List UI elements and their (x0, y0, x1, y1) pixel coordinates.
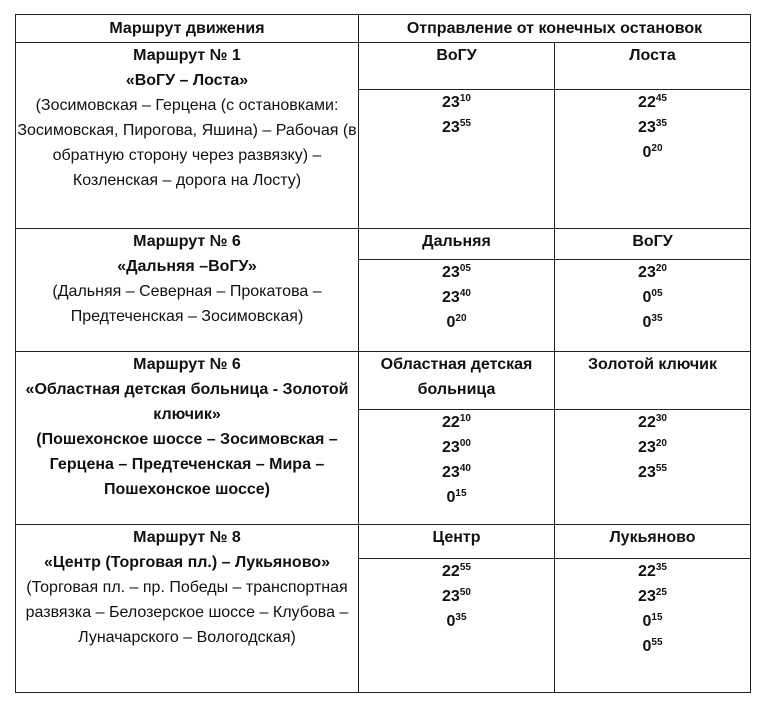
departure-time (555, 609, 750, 634)
departure-time (555, 115, 750, 140)
departure-minute: 20 (651, 143, 663, 155)
route-streets: (Торговая пл. – пр. Победы – транспортная развязка – Белозерское шоссе – Клубова – Луначарского – Вологодская) (25, 579, 349, 646)
route-name: «Центр (Торговая пл.) – Лукьяново» (44, 554, 330, 571)
departure-hour: 22 (442, 563, 460, 581)
departure-minute: 10 (459, 93, 471, 105)
departure-time (359, 90, 554, 115)
terminal-stop-name: Лоста (555, 43, 751, 90)
departure-hour: 0 (642, 144, 652, 162)
departure-minute: 25 (655, 587, 667, 599)
departure-minute: 55 (459, 118, 471, 130)
departure-times-cell (359, 559, 555, 693)
departure-times-cell (555, 260, 751, 352)
terminal-stop-name: Лукьяново (555, 525, 751, 559)
departure-time (555, 634, 750, 659)
departure-minute: 35 (651, 313, 663, 325)
route-row (16, 43, 751, 90)
terminal-stop-name: Центр (359, 525, 555, 559)
departure-times-cell (555, 410, 751, 525)
route-name: «Дальняя –ВоГУ» (117, 258, 257, 275)
departure-minute: 15 (455, 488, 467, 500)
route-column-header: Маршрут движения (16, 15, 359, 43)
departure-minute: 20 (655, 263, 667, 275)
departure-minute: 05 (459, 263, 471, 275)
departure-minute: 55 (655, 463, 667, 475)
departure-time (359, 310, 554, 335)
departure-time (359, 115, 554, 140)
terminal-stop-name: Золотой ключик (555, 352, 751, 410)
departure-times-cell (359, 260, 555, 352)
departure-hour: 23 (442, 264, 460, 282)
departure-hour: 22 (442, 414, 460, 432)
departure-minute: 50 (459, 587, 471, 599)
departure-minute: 40 (459, 463, 471, 475)
departure-time (359, 485, 554, 510)
departure-times-cell (359, 410, 555, 525)
route-row (16, 352, 751, 410)
departure-time (359, 609, 554, 634)
departure-hour: 22 (638, 414, 656, 432)
terminal-stop-name: Областная детская больница (359, 352, 555, 410)
departure-hour: 23 (442, 464, 460, 482)
departure-hour: 23 (442, 588, 460, 606)
departure-minute: 15 (651, 612, 663, 624)
departure-hour: 0 (642, 314, 652, 332)
departure-time (555, 285, 750, 310)
departure-minute: 45 (655, 93, 667, 105)
departure-hour: 23 (442, 439, 460, 457)
departure-hour: 23 (638, 264, 656, 282)
route-number: Маршрут № 8 (133, 529, 241, 546)
departure-hour: 23 (638, 119, 656, 137)
schedule-body (16, 43, 751, 693)
route-name: «Областная детская больница - Золотой ключик» (25, 381, 349, 423)
departure-time (555, 90, 750, 115)
route-number: Маршрут № 1 (133, 47, 241, 64)
departure-time (359, 460, 554, 485)
departure-hour: 23 (442, 94, 460, 112)
departure-hour: 0 (446, 314, 456, 332)
departure-hour: 23 (442, 289, 460, 307)
departure-minute: 35 (455, 612, 467, 624)
departure-minute: 35 (655, 562, 667, 574)
departure-times-cell (555, 90, 751, 229)
departure-time (555, 559, 750, 584)
departure-minute: 35 (655, 118, 667, 130)
night-bus-schedule-table (15, 14, 751, 693)
route-name: «ВоГУ – Лоста» (125, 72, 249, 89)
departure-time (359, 559, 554, 584)
route-streets: (Зосимовская – Герцена (с остановками: Зосимовская, Пирогова, Яшина) – Рабочая (в обратную сторону через развязку) – Козленская – дорога на Лосту) (17, 97, 357, 189)
departure-time (555, 310, 750, 335)
departure-time (359, 410, 554, 435)
terminal-stop-name: Дальняя (359, 229, 555, 260)
departure-time (555, 584, 750, 609)
table-header-row (16, 15, 751, 43)
departure-times-cell (359, 90, 555, 229)
departure-minute: 55 (459, 562, 471, 574)
departures-column-header: Отправление от конечных остановок (359, 15, 751, 43)
departure-minute: 00 (459, 438, 471, 450)
terminal-stop-name: ВоГУ (359, 43, 555, 90)
route-description-cell (16, 43, 359, 229)
departure-minute: 30 (655, 413, 667, 425)
departure-minute: 20 (655, 438, 667, 450)
route-streets: (Пошехонское шоссе – Зосимовская – Герцена – Предтеченская – Мира – Пошехонское шоссе) (36, 431, 338, 498)
route-row (16, 525, 751, 559)
departure-time (359, 435, 554, 460)
departure-time (555, 140, 750, 165)
departure-time (555, 460, 750, 485)
departure-hour: 22 (638, 94, 656, 112)
departure-hour: 0 (642, 613, 652, 631)
departure-minute: 10 (459, 413, 471, 425)
route-description-cell (16, 352, 359, 525)
departure-hour: 22 (638, 563, 656, 581)
route-row (16, 229, 751, 260)
route-description-cell (16, 229, 359, 352)
departure-time (555, 260, 750, 285)
departure-hour: 23 (638, 588, 656, 606)
departure-hour: 23 (638, 464, 656, 482)
departure-times-cell (555, 559, 751, 693)
departure-time (555, 410, 750, 435)
departure-time (555, 435, 750, 460)
departure-minute: 40 (459, 288, 471, 300)
departure-hour: 0 (446, 489, 456, 507)
departure-time (359, 285, 554, 310)
departure-hour: 0 (642, 289, 652, 307)
departure-hour: 23 (638, 439, 656, 457)
departure-time (359, 584, 554, 609)
route-description-cell (16, 525, 359, 693)
departure-minute: 05 (651, 288, 663, 300)
departure-time (359, 260, 554, 285)
route-number: Маршрут № 6 (133, 233, 241, 250)
terminal-stop-name: ВоГУ (555, 229, 751, 260)
departure-minute: 55 (651, 637, 663, 649)
route-streets: (Дальняя – Северная – Прокатова – Предтеченская – Зосимовская) (52, 283, 322, 325)
departure-hour: 0 (642, 638, 652, 656)
departure-hour: 23 (442, 119, 460, 137)
departure-minute: 20 (455, 313, 467, 325)
departure-hour: 0 (446, 613, 456, 631)
route-number: Маршрут № 6 (133, 356, 241, 373)
